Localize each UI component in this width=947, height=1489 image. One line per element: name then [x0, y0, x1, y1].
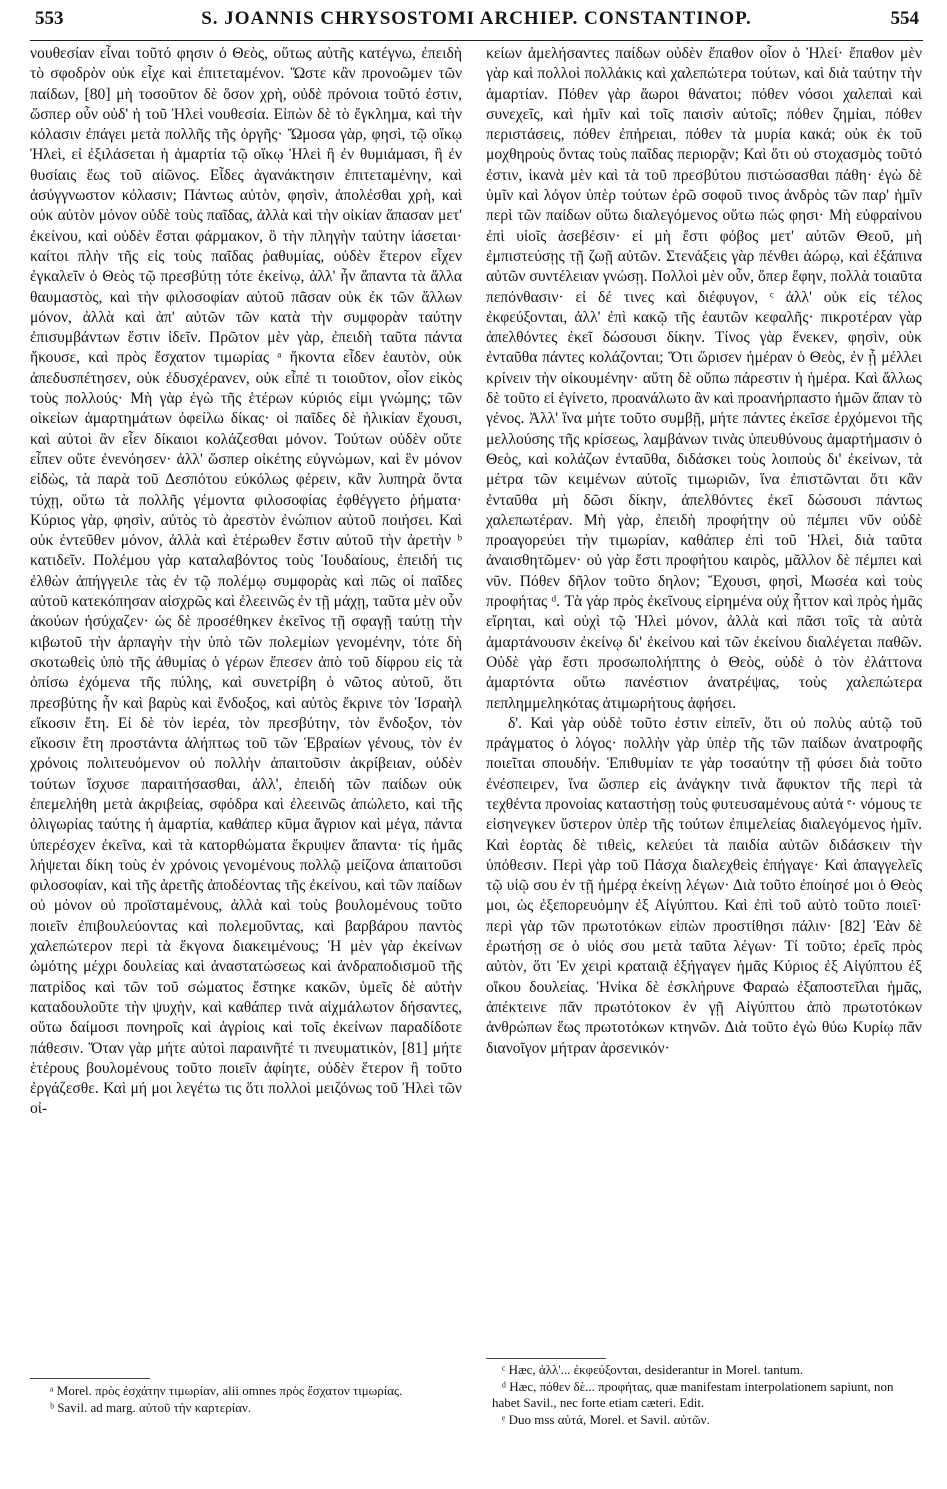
- page-number-left: 553: [35, 8, 64, 29]
- footnote-c: ᶜ Hæc, ἀλλ'... ἐκφεύξονται, desiderantur in Morel. tantum.: [502, 1362, 804, 1377]
- footnote-a: ᵃ Morel. πρὸς ἐσχάτην τιμωρίαν, alii omnes πρὸς ἔσχατον τιμωρίας.: [50, 1383, 403, 1398]
- footnotes-left: [40, 1383, 460, 1417]
- footnote-b: ᵇ Savil. ad marg. αὐτοῦ τὴν καρτερίαν.: [50, 1400, 252, 1415]
- page-number-right: 554: [890, 8, 919, 29]
- right-column-text-2: δ'. Καὶ γὰρ οὐδὲ τοῦτο ἐστιν εἰπεῖν, ὅτι οὐ πολὺς αὐτῷ τοῦ πράγματος ὁ λόγος· πολλὴν γὰρ ὑπὲρ τῆς τῶν παίδων ἀνατροφῆς ποιεῖται σπουδήν. Ἐπιθυμίαν τε γὰρ τοσαύτην τῇ φύσει διὰ τοῦτο ἐνέσπειρεν, ἵνα ὥσπερ εἰς ἀνάγκην τινὰ ἄφυκτον τῆς περὶ τὰ τεχθέντα προνοίας καταστήσῃ τοὺς φυτευσαμένους αὐτά ᵉ· νόμους τε εἰσηνεγκεν ὕστερον ὑπὲρ τῆς τούτων ἐπιμελείας διαλεγόμενος ἡμῖν. Καὶ ἑορτὰς δὲ τιθεὶς, κελεύει τὰ παιδία αὐτῶν διδάσκειν τὴν ὑπόθεσιν. Περὶ γὰρ τοῦ Πάσχα διαλεχθεὶς ἐπήγαγε· Καὶ ἀπαγγελεῖς τῷ υἱῷ σου ἐν τῇ ἡμέρᾳ ἐκείνῃ λέγων· Διὰ τοῦτο ἐποίησέ μοι ὁ Θεὸς μοι, ὡς ἐξεπορευόμην ἐξ Αἰγύπτου. Καὶ ἐπὶ τοῦ αὐτὸ τοῦτο ποιεῖ· περὶ γὰρ τῶν πρωτοτόκων εἰπὼν προστίθησι πάλιν· [82] Ἐὰν δὲ ἐρωτήσῃ σε ὁ υἱός σου μετὰ ταῦτα λέγων· Τί τοῦτο; ἐρεῖς πρὸς αὐτὸν, ὅτι Ἐν χειρὶ κραταιᾷ ἐξήγαγεν ἡμᾶς Κύριος ἐξ Αἰγύπτου ἐξ οἴκου δουλείας. Ἡνίκα δὲ ἐσκλήρυνε Φαραὼ ἐξαποστεῖλαι ἡμᾶς, ἀπέκτεινε πᾶν πρωτότοκον ἐν γῇ Αἰγύπτου ἀπὸ πρωτοτόκων ἀνθρώπων ἕως πρωτοτόκων κτηνῶν. Διὰ τοῦτο ἐγὼ θύω Κυρίῳ πᾶν διανοῖγον μήτραν ἀρσενικόν·: [486, 714, 922, 1057]
- right-column: [486, 44, 922, 1254]
- page-header: [30, 0, 923, 41]
- footnote-rule-right: [486, 1358, 606, 1359]
- footnote-d: ᵈ Hæc, πόθεν δὲ... προφήτας, quæ manifestam interpolationem sapiunt, non habet Savil., nec forte etiam cæteri. Edit.: [492, 1379, 894, 1410]
- left-column-text: νουθεσίαν εἶναι τοῦτό φησιν ὁ Θεὸς, οὕτως αὐτῆς κατέγνω, ἐπειδὴ τὸ σφοδρὸν οὐκ εἶχε καὶ ἐπιτεταμένον. Ὥστε κἂν προνοῶμεν τῶν παίδων, [80] μὴ τοσοῦτον δὲ ὅσον χρὴ, οὐδὲ πρόνοια τοῦτό ἐστιν, ὥσπερ οὖν οὐδ' ἡ τοῦ Ἠλεὶ νουθεσία. Εἰπὼν δὲ τὸ ἔγκλημα, καὶ τὴν κόλασιν ἐπάγει μετὰ πολλῆς τῆς ὀργῆς· Ὤμοσα γὰρ, φησὶ, τῷ οἴκῳ Ἠλεὶ, εἰ ἐξιλάσεται ἡ ἁμαρτία τῷ οἴκῳ Ἠλεὶ ἢ ἐν θυμιάμασι, ἢ ἐν θυσίαις ἕως τοῦ αἰῶνος. Εἶδες ἀγανάκτησιν ἐπιτεταμένην, καὶ ἀσύγγνωστον κόλασιν; Πάντως αὐτὸν, φησὶν, ἀπολέσθαι χρὴ, καὶ οὐκ αὐτὸν μόνον οὐδὲ τοὺς παῖδας, ἀλλὰ καὶ τὴν οἰκίαν ἅπασαν μετ' ἐκείνου, καὶ οὐδὲν ἔσται φάρμακον, ὃ τὴν πληγὴν ταύτην ἰάσεται· καίτοι πλὴν τῆς εἰς τοὺς παῖδας ῥαθυμίας, οὐδὲν ἕτερον εἶχεν ἐγκαλεῖν ὁ Θεὸς τῷ πρεσβύτῃ τότε ἐκείνῳ, ἀλλ' ἦν ἅπαντα τὰ ἄλλα θαυμαστὸς, καὶ τὴν φιλοσοφίαν αὐτοῦ πᾶσαν οὐκ ἐκ τῶν ἄλλων μόνον, ἀλλὰ καὶ ἀπ' αὐτῶν τῶν κατὰ τὴν συμφορὰν ταύτην ἐπισυμβάντων ἔστιν ἰδεῖν. Πρῶτον μὲν γὰρ, ἐπειδὴ ταῦτα πάντα ἤκουσε, καὶ πρὸς ἔσχατον τιμωρίας ᵃ ἥκοντα εἶδεν ἑαυτὸν, οὐκ ἀπεδυσπέτησεν, οὐκ ἐδυσχέρανεν, οὐκ εἶπέ τι τοιοῦτον, οἷον εἰκὸς τοὺς πολλούς· Μὴ γὰρ ἐγὼ τῆς ἑτέρων κύριός εἰμι γνώμης; τῶν οἰκείων ἁμαρτημάτων ὀφείλω δίκας· οἱ παῖδες δὲ ἡλικίαν ἔχουσι, καὶ αὐτοὶ ἂν εἶεν δίκαιοι κολάζεσθαι μόνον. Τούτων οὐδὲν οὔτε εἶπεν οὔτε ἐνενόησεν· ἀλλ' ὥσπερ οἰκέτης εὐγνώμων, καὶ ἓν μόνον εἰδὼς, τὰ παρὰ τοῦ Δεσπότου εὐκόλως φέρειν, κἂν λυπηρὰ ὄντα τύχῃ, οὕτω τὰ πολλῆς γέμοντα φιλοσοφίας ἐφθέγγετο ῥήματα· Κύριος γὰρ, φησὶν, αὐτὸς τὸ ἀρεστὸν ἐνώπιον αὐτοῦ ποιήσει. Καὶ οὐκ ἐντεῦθεν μόνον, ἀλλὰ καὶ ἑτέρωθεν ἔστιν αὐτοῦ τὴν ἀρετὴν ᵇ κατιδεῖν. Πολέμου γὰρ καταλαβόντος τοὺς Ἰουδαίους, ἐπειδή τις ἐλθὼν ἀπήγγειλε τὰς ἐν τῷ πολέμῳ συμφορὰς καὶ πῶς οἱ παῖδες αὐτοῦ κατεκόπησαν αἰσχρῶς καὶ ἐλεεινῶς ἐν τῇ μάχῃ, ταῦτα μὲν οὖν ἀκούων ἡσύχαζεν· ὡς δὲ προσέθηκεν ἐκεῖνος τῇ σφαγῇ ταύτῃ τὴν κιβωτοῦ τὴν ἁρπαγὴν τὴν ὑπὸ τῶν πολεμίων γενομένην, τότε δὴ σκοτωθεὶς ὑπὸ τῆς ἀθυμίας ὁ γέρων ἔπεσεν ἀπὸ τοῦ δίφρου εἰς τὰ ὀπίσω ἐχόμενα τῆς πύλης, καὶ συνετρίβη ὁ νῶτος αὐτοῦ, ὅτι πρεσβύτης ἦν καὶ βαρὺς καὶ ἔνδοξος, καὶ αὐτὸς ἔκρινε τὸν Ἰσραὴλ εἴκοσιν ἔτη. Εἰ δὲ τὸν ἱερέα, τὸν πρεσβύτην, τὸν ἔνδοξον, τὸν εἴκοσιν ἔτη προστάντα ἀλήπτως τοῦ τῶν Ἑβραίων γένους, τὸν ἐν χρόνοις πολιτευόμενον οὐ πολλὴν ἀπαιτοῦσιν ἀκρίβειαν, οὐδὲν τούτων ἴσχυσε παραιτήσασθαι, ἀλλ', ἐπειδὴ τῶν παίδων οὐκ ἐπεμελήθη μετὰ ἀκριβείας, σφόδρα καὶ ἐλεεινῶς ἀπώλετο, καὶ τῆς ὀλιγωρίας ταύτης ἡ ἁμαρτία, καθάπερ κῦμα ἄγριον καὶ μέγα, πάντα ὑπερέσχεν ἐκεῖνα, καὶ τὰ κατορθώματα ἔκρυψεν ἅπαντα· τίς ἡμᾶς λήψεται δίκη τοὺς ἐν χρόνοις γενομένους πολλῷ μείζονα ἀπαιτοῦσι φιλοσοφίαν, καὶ τῆς ἀρετῆς ἀποδέοντας τῆς ἐκείνου, καὶ τῶν παίδων οὐ μόνον οὐ προϊσταμένους, ἀλλὰ καὶ τοὺς βουλομένους τοῦτο ποιεῖν ἐπιβουλεύοντας καὶ πολεμοῦντας, καὶ βαρβάρου παντὸς χαλεπώτερον περὶ τὰ ἔκγονα διακειμένους; Ἡ μὲν γὰρ ἐκείνων ὠμότης μέχρι δουλείας καὶ ἀναστατώσεως καὶ ἀνδραποδισμοῦ τῆς πατρίδος καὶ τῶν τοῦ σώματος ἔστηκε κακῶν, ὑμεῖς δὲ αὐτὴν καταδουλοῦτε τὴν ψυχὴν, καὶ καθάπερ τινὰ αἰχμάλωτον δήσαντες, οὕτω δαίμοσι πονηροῖς καὶ ἀγρίοις καὶ τοῖς ἐκείνων παραδίδοτε πάθεσιν. Ὅταν γὰρ μήτε αὐτοὶ παραινῆτέ τι πνευματικὸν, [81] μήτε ἑτέρους βουλομένους τοῦτο ποιεῖν ἀφίητε, οὐδὲν ἕτερον ἢ τοῦτο ἐργάζεσθε. Καὶ μή μοι λεγέτω τις ὅτι πολλοὶ μειζόνως τοῦ Ἠλεὶ τῶν οἰ-: [30, 45, 462, 1118]
- footnotes-right: [492, 1362, 922, 1429]
- running-title: S. JOANNIS CHRYSOSTOMI ARCHIEP. CONSTANTINOP.: [201, 8, 752, 29]
- left-column: [30, 44, 462, 1374]
- footnote-rule-left: [30, 1378, 150, 1379]
- footnote-e: ᵉ Duo mss αὐτά, Morel. et Savil. αὐτῶν.: [502, 1412, 710, 1427]
- right-column-text-1: κείων ἀμελήσαντες παίδων οὐδὲν ἔπαθον οἷον ὁ Ἠλεί· ἔπαθον μὲν γὰρ καὶ πολλοὶ πολλάκις καὶ χαλεπώτερα τούτων, καὶ διὰ ταύτην τὴν ἁμαρτίαν. Πόθεν γὰρ ἄωροι θάνατοι; πόθεν νόσοι χαλεπαὶ καὶ συνεχεῖς, καὶ ἡμῖν καὶ τοῖς παισὶν αὐτοῖς; πόθεν ζημίαι, πόθεν περιστάσεις, πόθεν ἐπήρειαι, πόθεν τὰ μυρία κακά; οὐκ ἐκ τοῦ μοχθηροὺς ὄντας τοὺς παῖδας περιορᾷν; Καὶ ὅτι οὐ στοχασμὸς τοῦτό ἐστιν, ἱκανὰ μὲν καὶ τὰ τοῦ πρεσβύτου πιστώσασθαι πάθη· ἐγὼ δὲ ὑμῖν καὶ λόγον ὑπὲρ τούτων ἐρῶ σοφοῦ τινος ἀνδρὸς τῶν παρ' ἡμῖν περὶ τῶν παίδων οὕτω διαλεγόμενος οὕτω πώς φησι· Μὴ εὐφραίνου ἐπὶ υἱοῖς ἀσεβέσιν· εἰ μὴ ἔστι φόβος μετ' αὐτῶν Θεοῦ, μὴ ἐμπιστεύσῃς τῇ ζωῇ αὐτῶν. Στενάξεις γὰρ πένθει ἀώρῳ, καὶ ἐξάπινα αὐτῶν συντέλειαν γνώσῃ. Πολλοὶ μὲν οὖν, ὅπερ ἔφην, πολλὰ τοιαῦτα πεπόνθασιν· εἰ δέ τινες καὶ διέφυγον, ᶜ ἀλλ' οὐκ εἰς τέλος ἐκφεύξονται, ἀλλ' ἐπὶ κακῷ τῆς ἑαυτῶν κεφαλῆς· πικροτέραν γὰρ ἀπελθόντες ἐκεῖ δώσουσι δίκην. Τίνος γὰρ ἕνεκεν, φησὶν, οὐκ ἐνταῦθα πάντες κολάζονται; Ὅτι ὥρισεν ἡμέραν ὁ Θεὸς, ἐν ᾗ μέλλει κρίνειν τὴν οἰκουμένην· αὕτη δὲ οὔπω πάρεστιν ἡ ἡμέρα. Καὶ ἄλλως δὲ τοῦτο εἰ ἐγίνετο, προανάλωτο ἂν καὶ προανήρπαστο ἡμῶν ἅπαν τὸ γένος. Ἀλλ' ἵνα μήτε τοῦτο συμβῇ, μήτε πάντες ἐκεῖσε ἐρχόμενοι τῆς μελλούσης τῆς κρίσεως, λαμβάνων τινὰς ὑπευθύνους ἁμαρτήμασιν ὁ Θεὸς, καὶ κολάζων ἐνταῦθα, διδάσκει τοὺς λοιποὺς δι' ἐκείνων, τὰ μέτρα τῶν κειμένων αὐτοῖς τιμωριῶν, ἵνα ἐπιστῶνται ὅτι κἂν ἐνταῦθα μὴ δῶσι δίκην, ἀπελθόντες ἐκεῖ δώσουσι πάντως χαλεπωτέραν. Μὴ γὰρ, ἐπειδὴ προφήτην οὐ πέμπει νῦν οὐδὲ προαγορεύει τὴν τιμωρίαν, καθάπερ ἐπὶ τοῦ Ἠλεὶ, διὰ ταῦτα ἀναισθητῶμεν· οὐ γὰρ ἔστι προφήτου καιρὸς, μᾶλλον δὲ πέμπει καὶ νῦν. Πόθεν δῆλον τοῦτο δηλον; Ἔχουσι, φησὶ, Μωσέα καὶ τοὺς προφήτας ᵈ. Τὰ γὰρ πρὸς ἐκεῖνους εἰρημένα οὐχ ἧττον καὶ πρὸς ἡμᾶς εἴρηται, καὶ οὐχὶ τῷ Ἠλεὶ μόνον, ἀλλὰ καὶ πᾶσι τοῖς τὰ αὐτὰ ἁμαρτάνουσιν ἐκείνῳ δι' ἐκείνου καὶ τῶν ἐκείνου διαλέγεται παθῶν. Οὐδὲ γὰρ ἔστι προσωπολήπτης ὁ Θεὸς, οὐδὲ ὁ τὸν ἐλάττονα ἁμαρτόντα οὕτω πανέστιον ἀνατρέψας, τοὺς χαλεπώτερα πεπλημμεληκότας ἀτιμωρήτους ἀφήσει.: [486, 45, 922, 712]
